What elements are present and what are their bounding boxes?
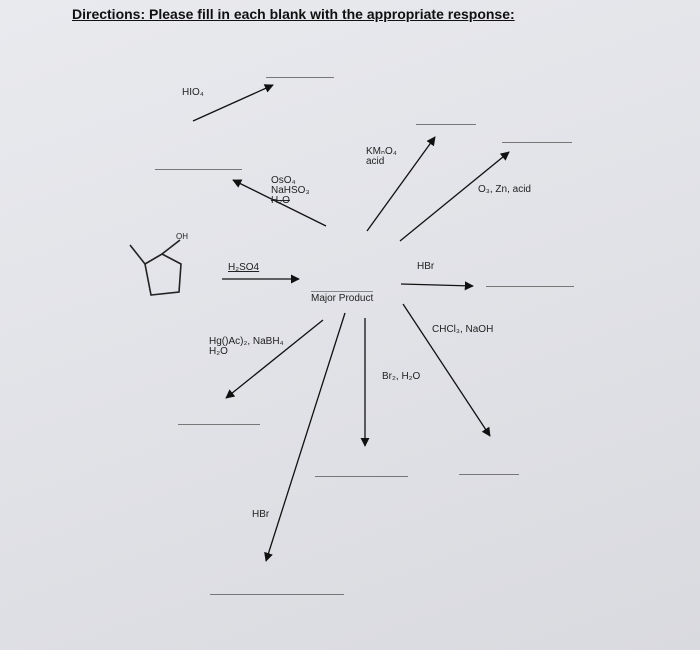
cyclopentane-ring [130,240,181,295]
reagent-chcl3: CHCl₃, NaOH [432,324,494,335]
oh-substituent-label: OH [176,232,188,241]
reagent-oso4-line2: NaHSO₃ [271,185,310,196]
reagent-hbr-right: HBr [417,261,435,272]
arrow-oxymerc [226,320,323,398]
answer-blank-hio4[interactable] [266,77,334,78]
reagent-ozone: O₃, Zn, acid [478,184,531,195]
reagent-br2: Br₂, H₂O [382,371,421,382]
reagent-kmno4-line1: KMₙO₄ [366,146,397,157]
major-product-label: Major Product [311,293,374,304]
reagent-oso4-line1: OsO₄ [271,175,296,186]
reagent-oxymerc-line1: Hg()Ac)₂, NaBH₄ [209,336,284,347]
answer-blank-oxymerc[interactable] [178,424,260,425]
answer-blank-hbr-bottom[interactable] [210,594,344,595]
answer-blank-br2[interactable] [315,476,408,477]
reagent-oso4 [271,176,310,206]
reagent-hbr-bottom: HBr [252,509,270,520]
answer-blank-hbr-right[interactable] [486,286,574,287]
reagent-h2so4: H₂SO4 [228,262,260,273]
answer-blank-oso4[interactable] [155,169,242,170]
arrow-hbr-right [401,284,473,286]
answer-blank-chcl3[interactable] [459,474,519,475]
arrow-hio4 [193,85,273,121]
arrow-ozone [400,152,509,241]
answer-blank-ozone[interactable] [502,142,572,143]
reagent-oso4-line3: H₂O [271,195,290,206]
reagent-hio4: HIO₄ [182,87,204,98]
reagent-oxymerc-line2: H₂O [209,346,228,357]
directions-title: Directions: Please fill in each blank with the appropriate response: [72,6,515,22]
answer-blank-kmno4[interactable] [416,124,476,125]
reagent-oxymerc [209,337,284,357]
reagent-kmno4-line2: acid [366,156,385,167]
reagent-kmno4 [366,147,397,167]
